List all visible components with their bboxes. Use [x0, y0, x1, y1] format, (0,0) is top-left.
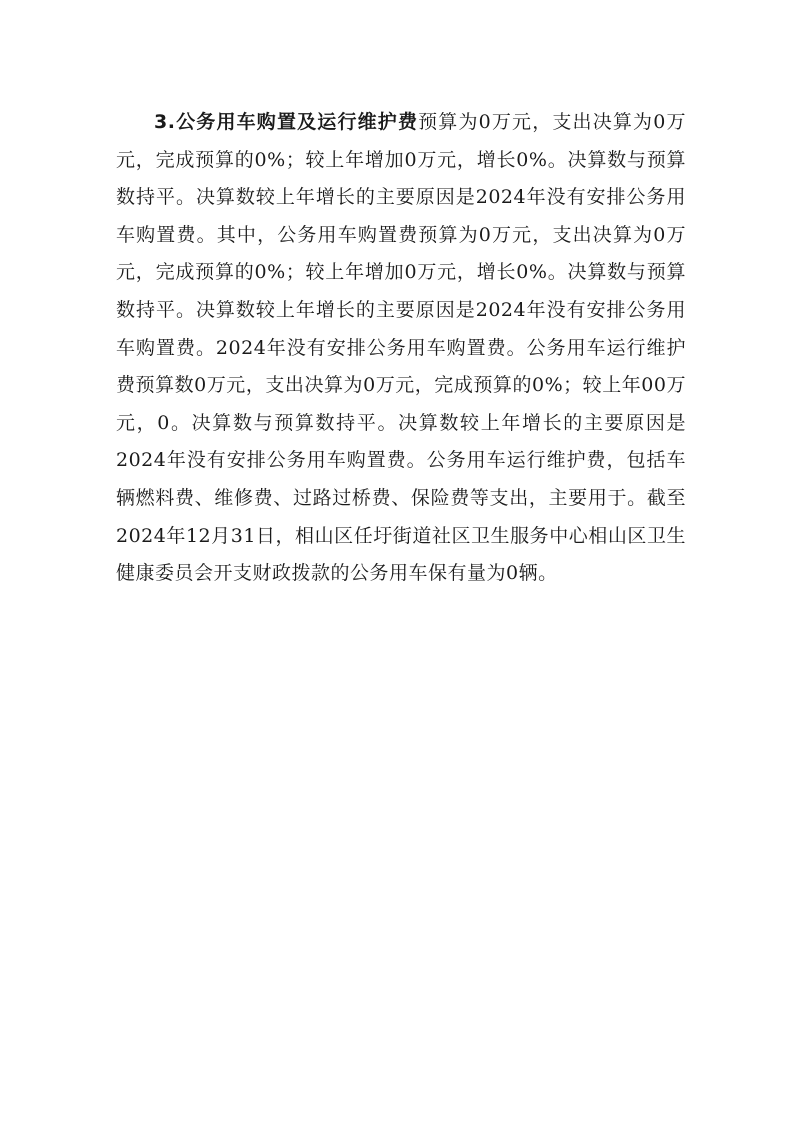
section-heading: 3.公务用车购置及运行维护费 — [154, 111, 419, 133]
paragraph-text: 预算为0万元，支出决算为0万元，完成预算的0%；较上年增加0万元，增长0%。决算数与预算数持平。决算数较上年增长的主要原因是2024年没有安排公务用车购置费。其中，公务用车购置费预算为0万元，支出决算为0万元，完成预算的0%；较上年增加0万元，增长0%。决算数与预算数持平。决算数较上年增长的主要原因是2024年没有安排公务用车购置费。2024年没有安排公务用车购置费。公务用车运行维护费预算数0万元，支出决算为0万元，完成预算的0%；较上年00万元，0。决算数与预算数持平。决算数较上年增长的主要原因是2024年没有安排公务用车购置费。公务用车运行维护费，包括车辆燃料费、维修费、过路过桥费、保险费等支出，主要用于。截至2024年12月31日，相山区任圩街道社区卫生服务中心相山区卫生健康委员会开支财政拨款的公务用车保有量为0辆。 — [116, 111, 686, 585]
body-paragraph — [116, 104, 686, 593]
